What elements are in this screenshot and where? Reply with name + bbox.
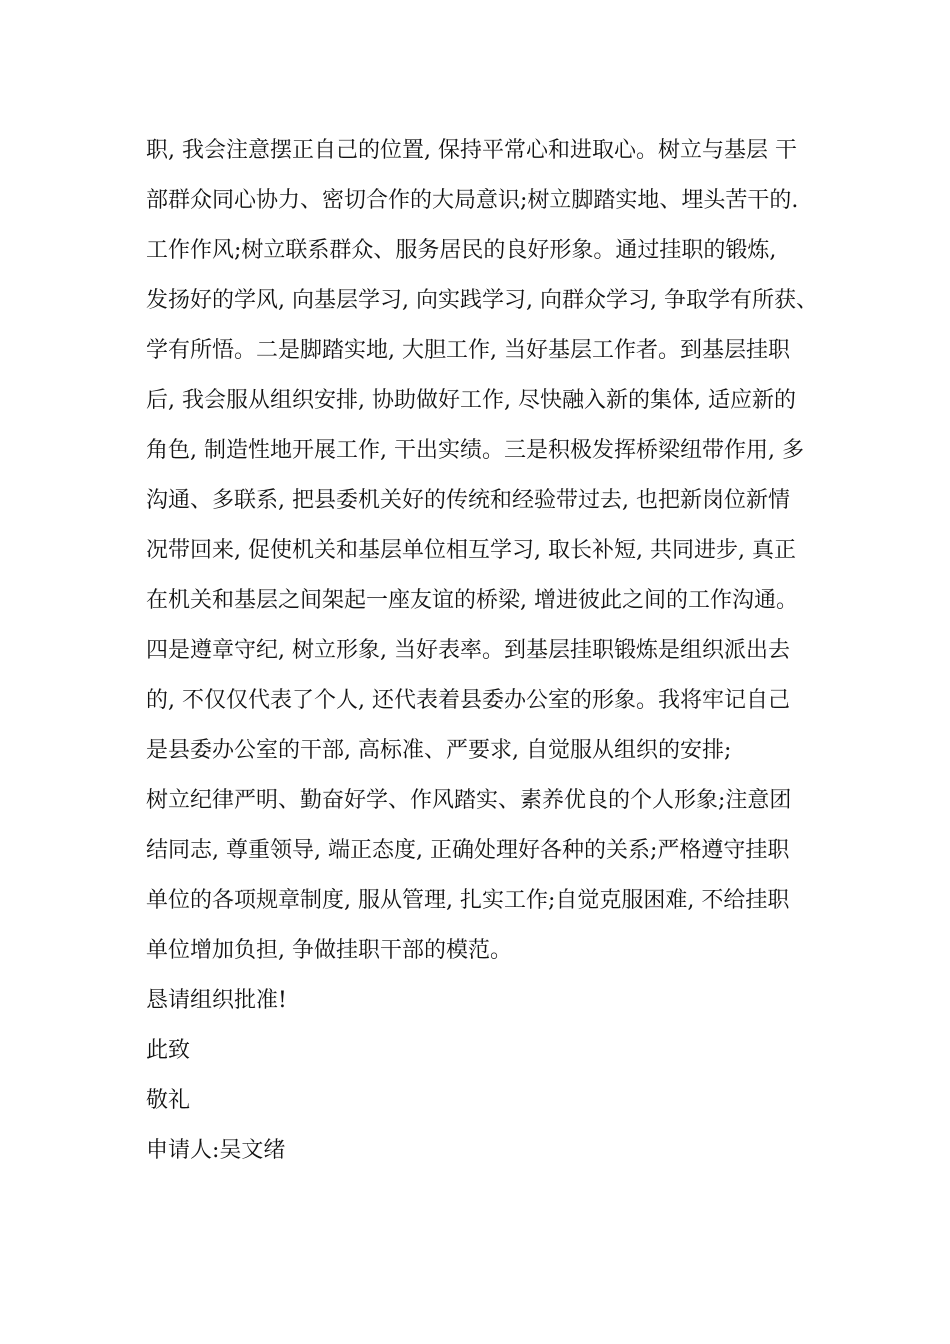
text-line: 后, 我会服从组织安排, 协助做好工作, 尽快融入新的集体, 适应新的 xyxy=(146,388,796,413)
text-line: 工作作风;树立联系群众、服务居民的良好形象。通过挂职的锻炼, xyxy=(146,238,777,263)
text-line: 学有所悟。二是脚踏实地, 大胆工作, 当好基层工作者。到基层挂职 xyxy=(146,338,790,363)
text-line: 单位增加负担, 争做挂职干部的模范。 xyxy=(146,938,512,963)
text-line: 的, 不仅仅代表了个人, 还代表着县委办公室的形象。我将牢记自己 xyxy=(146,688,790,713)
text-line: 况带回来, 促使机关和基层单位相互学习, 取长补短, 共同进步, 真正 xyxy=(146,538,796,563)
text-line: 单位的各项规章制度, 服从管理, 扎实工作;自觉克服困难, 不给挂职 xyxy=(146,888,790,913)
closing-request: 恳请组织批准! xyxy=(146,988,287,1013)
text-line: 在机关和基层之间架起一座友谊的桥梁, 增进彼此之间的工作沟通。 xyxy=(146,588,798,613)
text-line: 部群众同心协力、密切合作的大局意识;树立脚踏实地、埋头苦干的. xyxy=(146,188,799,213)
salutation-line: 敬礼 xyxy=(146,1088,191,1113)
text-line: 树立纪律严明、勤奋好学、作风踏实、素养优良的个人形象;注意团 xyxy=(146,788,792,813)
letter-body xyxy=(146,126,846,1176)
text-line: 发扬好的学风, 向基层学习, 向实践学习, 向群众学习, 争取学有所获、 xyxy=(146,288,818,313)
text-line: 角色, 制造性地开展工作, 干出实绩。三是积极发挥桥梁纽带作用, 多 xyxy=(146,438,804,463)
text-line: 四是遵章守纪, 树立形象, 当好表率。到基层挂职锻炼是组织派出去 xyxy=(146,638,790,663)
text-line: 职, 我会注意摆正自己的位置, 保持平常心和进取心。树立与基层 干 xyxy=(146,138,797,163)
salutation-line: 此致 xyxy=(146,1038,191,1063)
text-line: 是县委办公室的干部, 高标准、严要求, 自觉服从组织的安排; xyxy=(146,738,732,763)
text-line: 结同志, 尊重领导, 端正态度, 正确处理好各种的关系;严格遵守挂职 xyxy=(146,838,790,863)
applicant-signature: 申请人:吴文绪 xyxy=(146,1138,286,1163)
text-line: 沟通、多联系, 把县委机关好的传统和经验带过去, 也把新岗位新情 xyxy=(146,488,790,513)
